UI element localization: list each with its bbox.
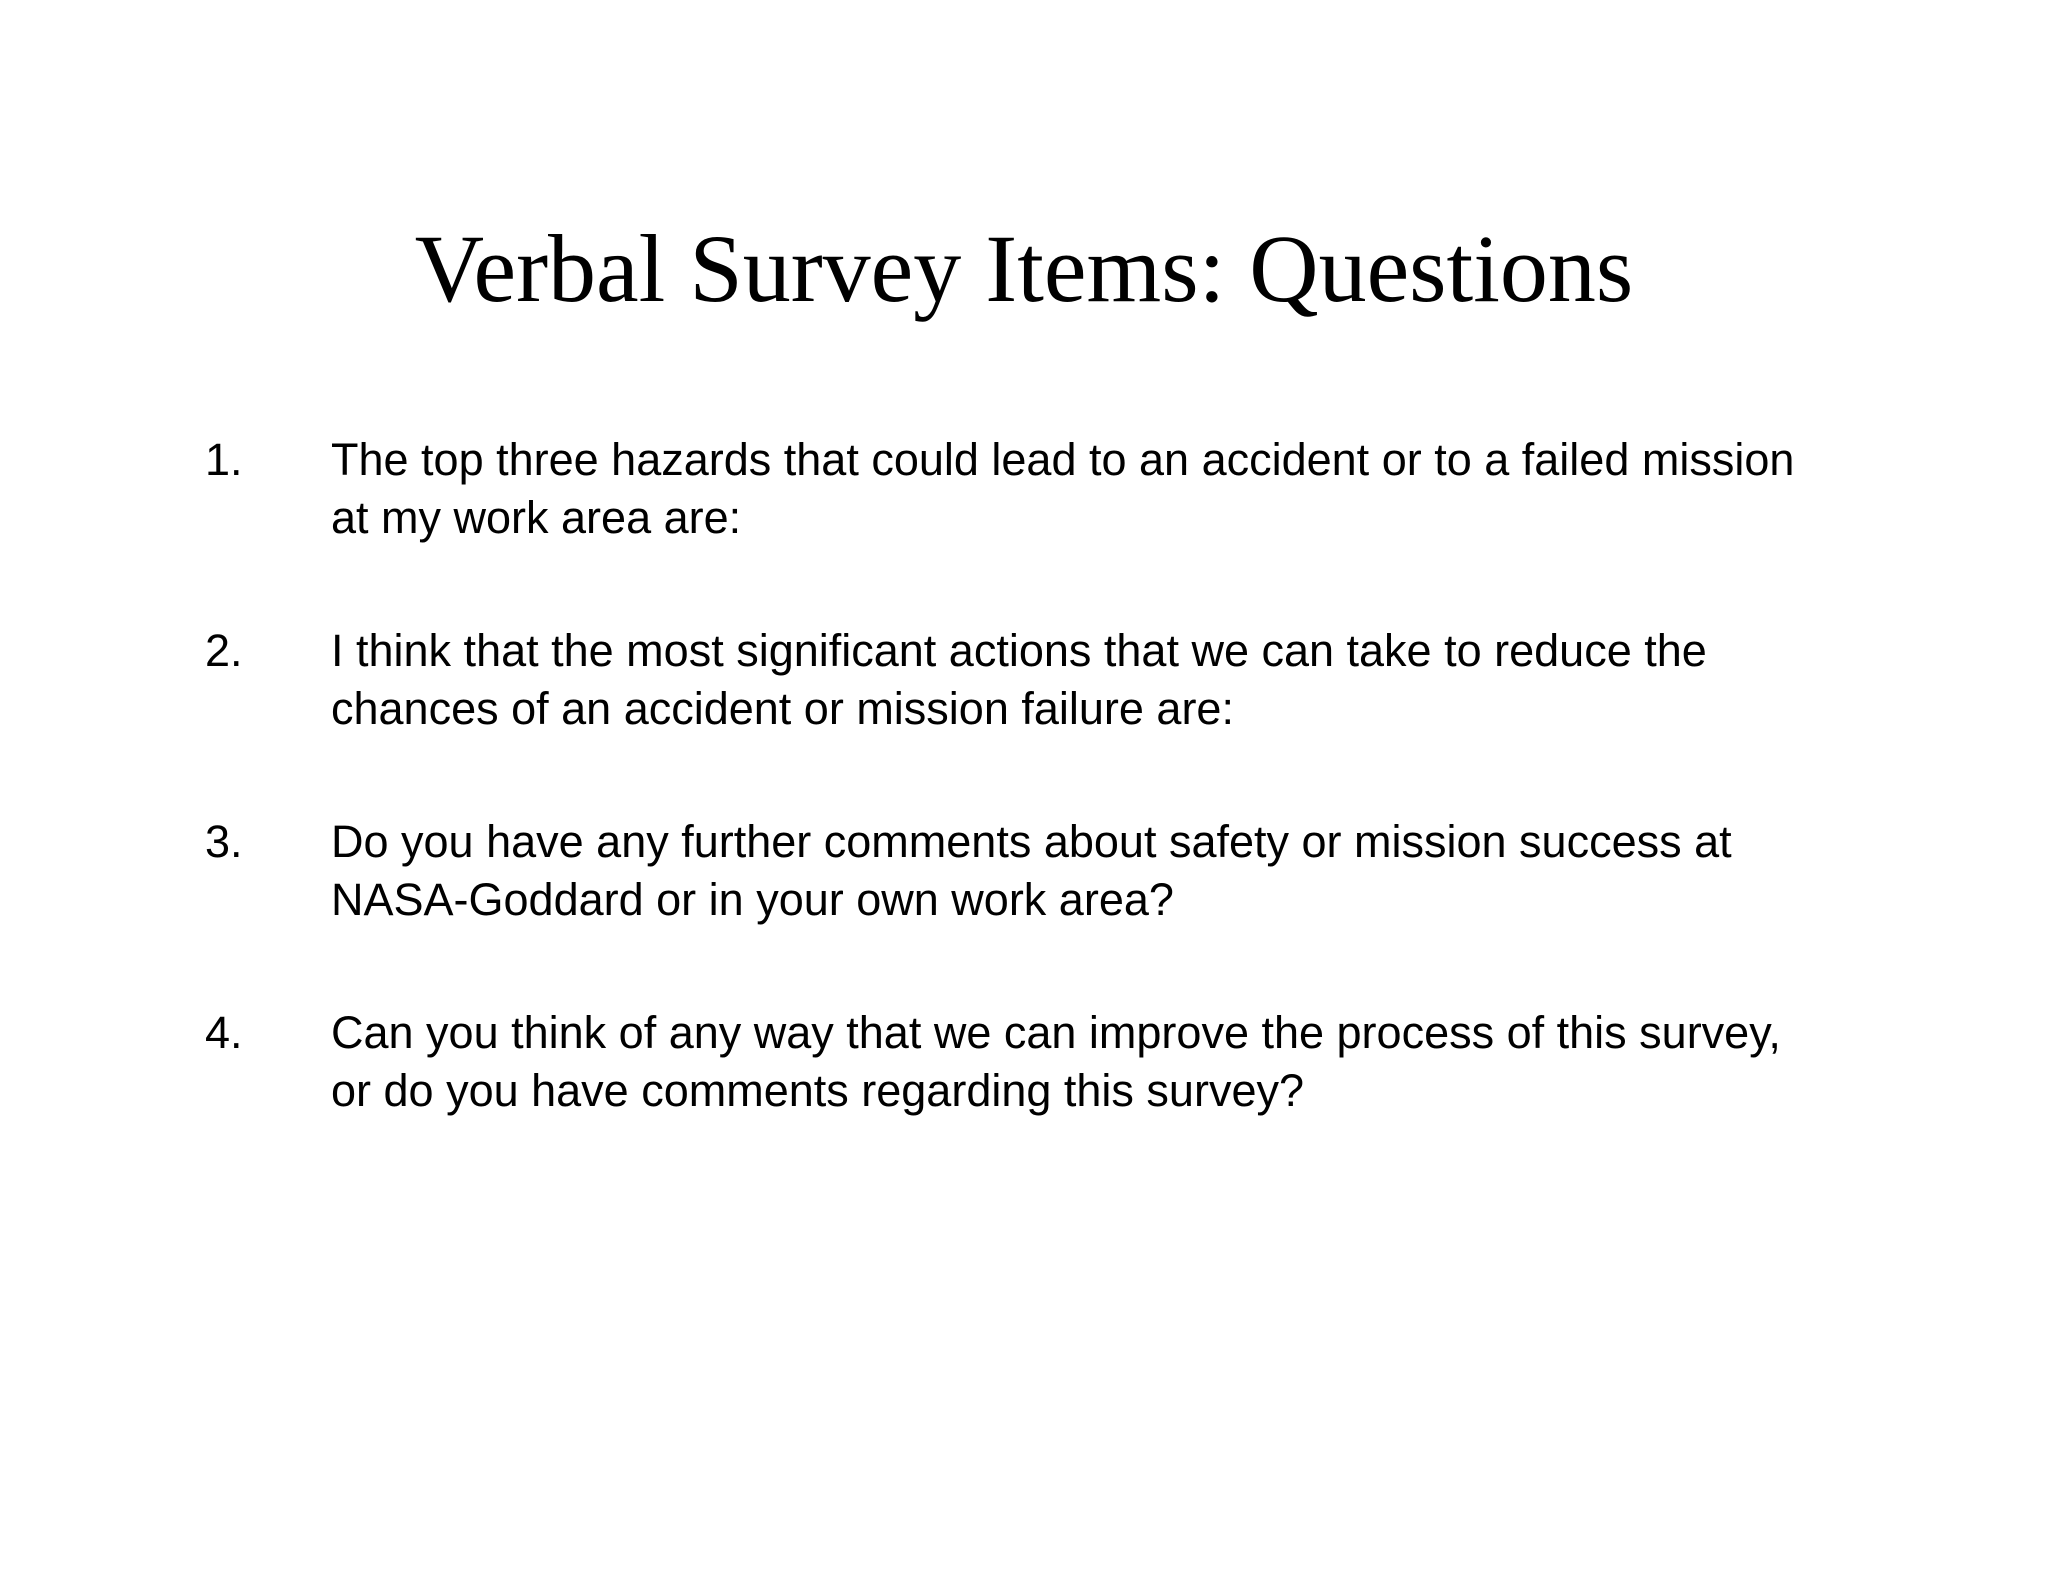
question-text — [331, 622, 1851, 738]
slide-title: Verbal Survey Items: Questions — [414, 215, 1634, 322]
question-text — [331, 813, 1851, 929]
question-text-line: The top three hazards that could lead to an accident or to a failed mission — [331, 434, 1795, 485]
question-number: 2. — [205, 625, 243, 676]
question-text-line: at my work area are: — [331, 492, 742, 543]
question-number: 3. — [205, 816, 243, 867]
question-number: 1. — [205, 434, 243, 485]
question-text-line: I think that the most significant actions that we can take to reduce the — [331, 625, 1707, 676]
question-number: 4. — [205, 1007, 243, 1058]
question-text-line: Do you have any further comments about safety or mission success at — [331, 816, 1732, 867]
question-text-line: chances of an accident or mission failure are: — [331, 683, 1234, 734]
question-text — [331, 1004, 1851, 1120]
question-text — [331, 431, 1851, 547]
question-text-line: Can you think of any way that we can improve the process of this survey, — [331, 1007, 1781, 1058]
question-text-line: or do you have comments regarding this survey? — [331, 1065, 1304, 1116]
question-text-line: NASA-Goddard or in your own work area? — [331, 874, 1174, 925]
